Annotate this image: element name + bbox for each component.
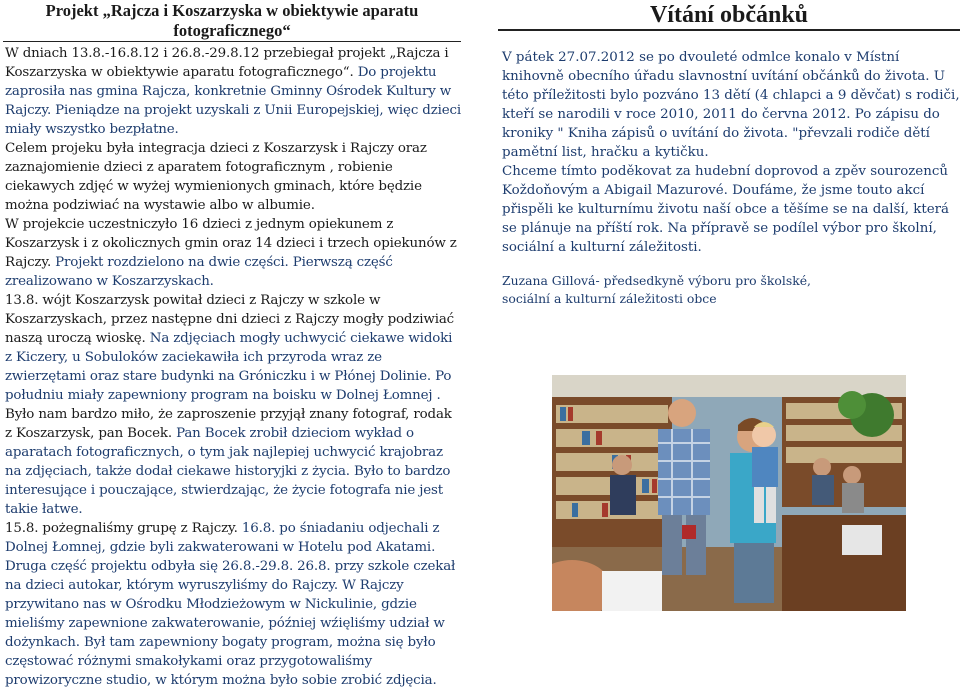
paragraph-text: Na zdjęciach mogły uchwycić ciekawe widoki z Kiczery, u Sobuloków zaciekawiła ich przyroda wraz ze zwierzętami oraz stare budynki na Gróniczku i w Płónej Dolinie. Po południu miały zapewniony program na boisku w Dolnej Łomnej . [5, 331, 453, 403]
paragraph [5, 44, 461, 139]
title-divider [3, 41, 461, 42]
paragraph [5, 139, 461, 215]
paragraph-text: 15.8. pożegnaliśmy grupę z Rajczy. [5, 521, 238, 536]
right-article-body [498, 31, 960, 308]
paragraph-text: W projekcie uczestniczyło 16 dzieci z jednym opiekunem z Koszarzysk i z okolicznych gmin oraz 14 dzieci i trzech opiekunów z Rajczy. [5, 217, 457, 270]
paragraph [5, 291, 461, 405]
signature-line: Zuzana Gillová- předsedkyně výboru pro školské, [502, 273, 811, 288]
signature [502, 272, 960, 308]
paragraph-text: 13.8. wójt Koszarzysk powitał dzieci z Rajczy w szkole w Koszarzyskach, przez następne dni dzieci z Rajczy mogły podziwiać naszą uroczą wioskę. [5, 293, 455, 346]
left-article-title: Projekt „Rajcza i Koszarzyska w obiektywie aparatu fotograficznego“ [45, 1, 419, 40]
left-article-body [3, 44, 461, 690]
paragraph-text: Projekt rozdzielono na dwie części. Pierwszą część zrealizowano w Koszarzyskach. [5, 255, 393, 289]
paragraph-text: Do projektu zaprosiła nas gmina Rajcza, konkretnie Gminny Ośrodek Kultury w Rajczy. Pieniądze na projekt uzyskali z Unii Europejskiej, więc dzieci miały wszystko bezpłatne. [5, 65, 462, 137]
paragraph: V pátek 27.07.2012 se po dvouleté odmlce konalo v Místní knihovně obecního úřadu slavnostní uvítání občánků do života. U této příležitosti bylo pozváno 13 dětí (4 chlapci a 9 děvčat) s rodiči, kteří se narodili v roce 2010, 2011 do června 2012. Po zápisu do kroniky " Kniha zápisů o uvítání do života. "převzali rodiče dětí pamětní list, hračku a kytičku. [502, 50, 960, 160]
paragraph-text: Celem projeku była integracja dzieci z Koszarzysk i Rajczy oraz zaznajomienie dzieci z aparatem fotograficznym , robienie ciekawych zdjęć w wyżej wymienionych gminach, które będzie można podziwiać na wystawie albo w albumie. [5, 141, 427, 213]
paragraph-text: Pan Bocek zrobił dzieciom wykład o aparatach fotograficznych, o tym jak najlepiej uchwycić krajobraz na zdjęciach, także dodał ciekawe historyjki z życia. Było to bardzo interesujące i pouczające, stwierdzając, że życie fotografa nie jest takie łatwe. [5, 426, 451, 517]
paragraph [5, 405, 461, 519]
right-article-title: Vítání občánků [649, 2, 809, 28]
paragraph [5, 215, 461, 291]
paragraph-text: 16.8. po śniadaniu odjechali z Dolnej Łomnej, gdzie byli zakwaterowani w Hotelu pod Akatami. Druga część projektu odbyła się 26.8.-29.8. 26.8. przy szkole czekał na dzieci autokar, którym wyruszyliśmy do Rajczy. W Rajczy przywitano nas w Ośrodku Młodzieżowym w Nickulinie, gdzie mieliśmy zapewnione zakwaterowanie, później wźięliśmy udział w dożynkach. Był tam zapewniony bogaty program, można się było częstować różnymi smakołykami oraz przygotowaliśmy prowizoryczne studio, w którym można było sobie zrobić zdjęcia. [5, 521, 456, 688]
paragraph [5, 519, 461, 690]
paragraph: Chceme tímto poděkovat za hudební doprovod a zpěv sourozenců Koždoňovým a Abigail Mazurové. Doufáme, že jsme touto akcí přispěli ke kulturnímu životu naší obce a těšíme se na další, která se plánuje na příští rok. Na přípravě se podílel výbor pro školní, sociální a kulturní záležitosti. [502, 164, 950, 255]
left-article [3, 0, 461, 690]
paragraph-text: Było nam bardzo miło, że zaproszenie przyjął znany fotograf, rodak z Koszarzysk, pan Bocek. [5, 407, 452, 441]
right-article [498, 0, 960, 308]
event-photo [552, 375, 906, 611]
photo-illustration [552, 375, 906, 611]
signature-line: sociální a kulturní záležitosti obce [502, 291, 717, 306]
paragraph-text: W dniach 13.8.-16.8.12 i 26.8.-29.8.12 przebiegał projekt „Rajcza i Koszarzyska w obiektywie aparatu fotograficznego“. [5, 46, 449, 80]
